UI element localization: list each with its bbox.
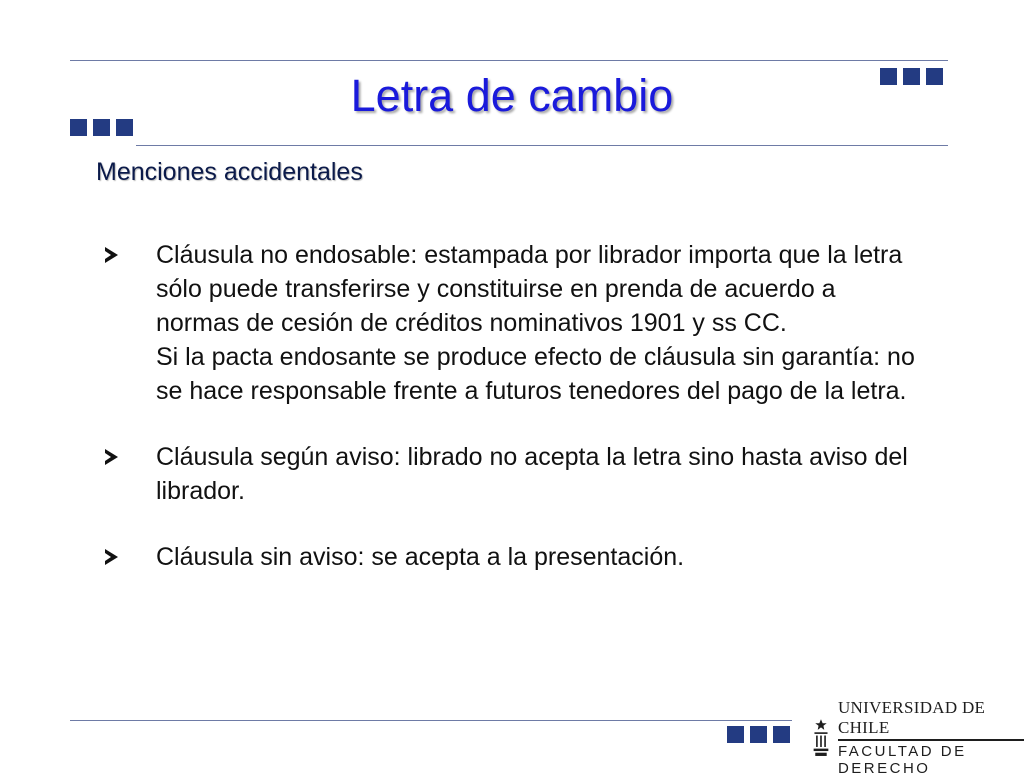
decor-square <box>727 726 744 743</box>
left-squares <box>70 119 133 136</box>
decor-square <box>116 119 133 136</box>
decor-square <box>750 726 767 743</box>
slide-title: Letra de cambio <box>350 70 674 121</box>
decor-square <box>93 119 110 136</box>
faculty-name: FACULTAD DE DERECHO <box>837 743 967 777</box>
decor-square <box>70 119 87 136</box>
arrow-bullet-icon <box>105 549 118 565</box>
slide-subtitle: Menciones accidentales <box>96 158 363 186</box>
bullet-paragraph: Cláusula según aviso: librado no acepta la letra sino hasta aviso del librador. <box>156 443 908 505</box>
bullet-item <box>105 540 925 574</box>
bullet-item <box>105 238 925 408</box>
top-rule <box>70 60 948 61</box>
bottom-squares <box>727 726 790 743</box>
arrow-bullet-icon <box>105 449 118 465</box>
arrow-bullet-icon <box>105 247 118 263</box>
bullet-item <box>105 440 925 508</box>
university-logo <box>812 698 1024 777</box>
decor-square <box>773 726 790 743</box>
university-name: UNIVERSIDAD DE CHILE <box>838 698 1024 741</box>
bullet-paragraph: Si la pacta endosante se produce efecto de cláusula sin garantía: no se hace responsable frente a futuros tenedores del pago de la letra. <box>156 343 915 405</box>
university-crest-icon <box>812 714 830 762</box>
bullet-list <box>105 238 925 606</box>
bullet-paragraph: Cláusula no endosable: estampada por librador importa que la letra sólo puede transferirse y constituirse en prenda de acuerdo a normas de cesión de créditos nominativos 1901 y ss CC. <box>156 241 903 337</box>
title-underline-rule <box>136 145 948 146</box>
bottom-rule <box>70 720 792 721</box>
bullet-paragraph: Cláusula sin aviso: se acepta a la presentación. <box>156 543 685 571</box>
